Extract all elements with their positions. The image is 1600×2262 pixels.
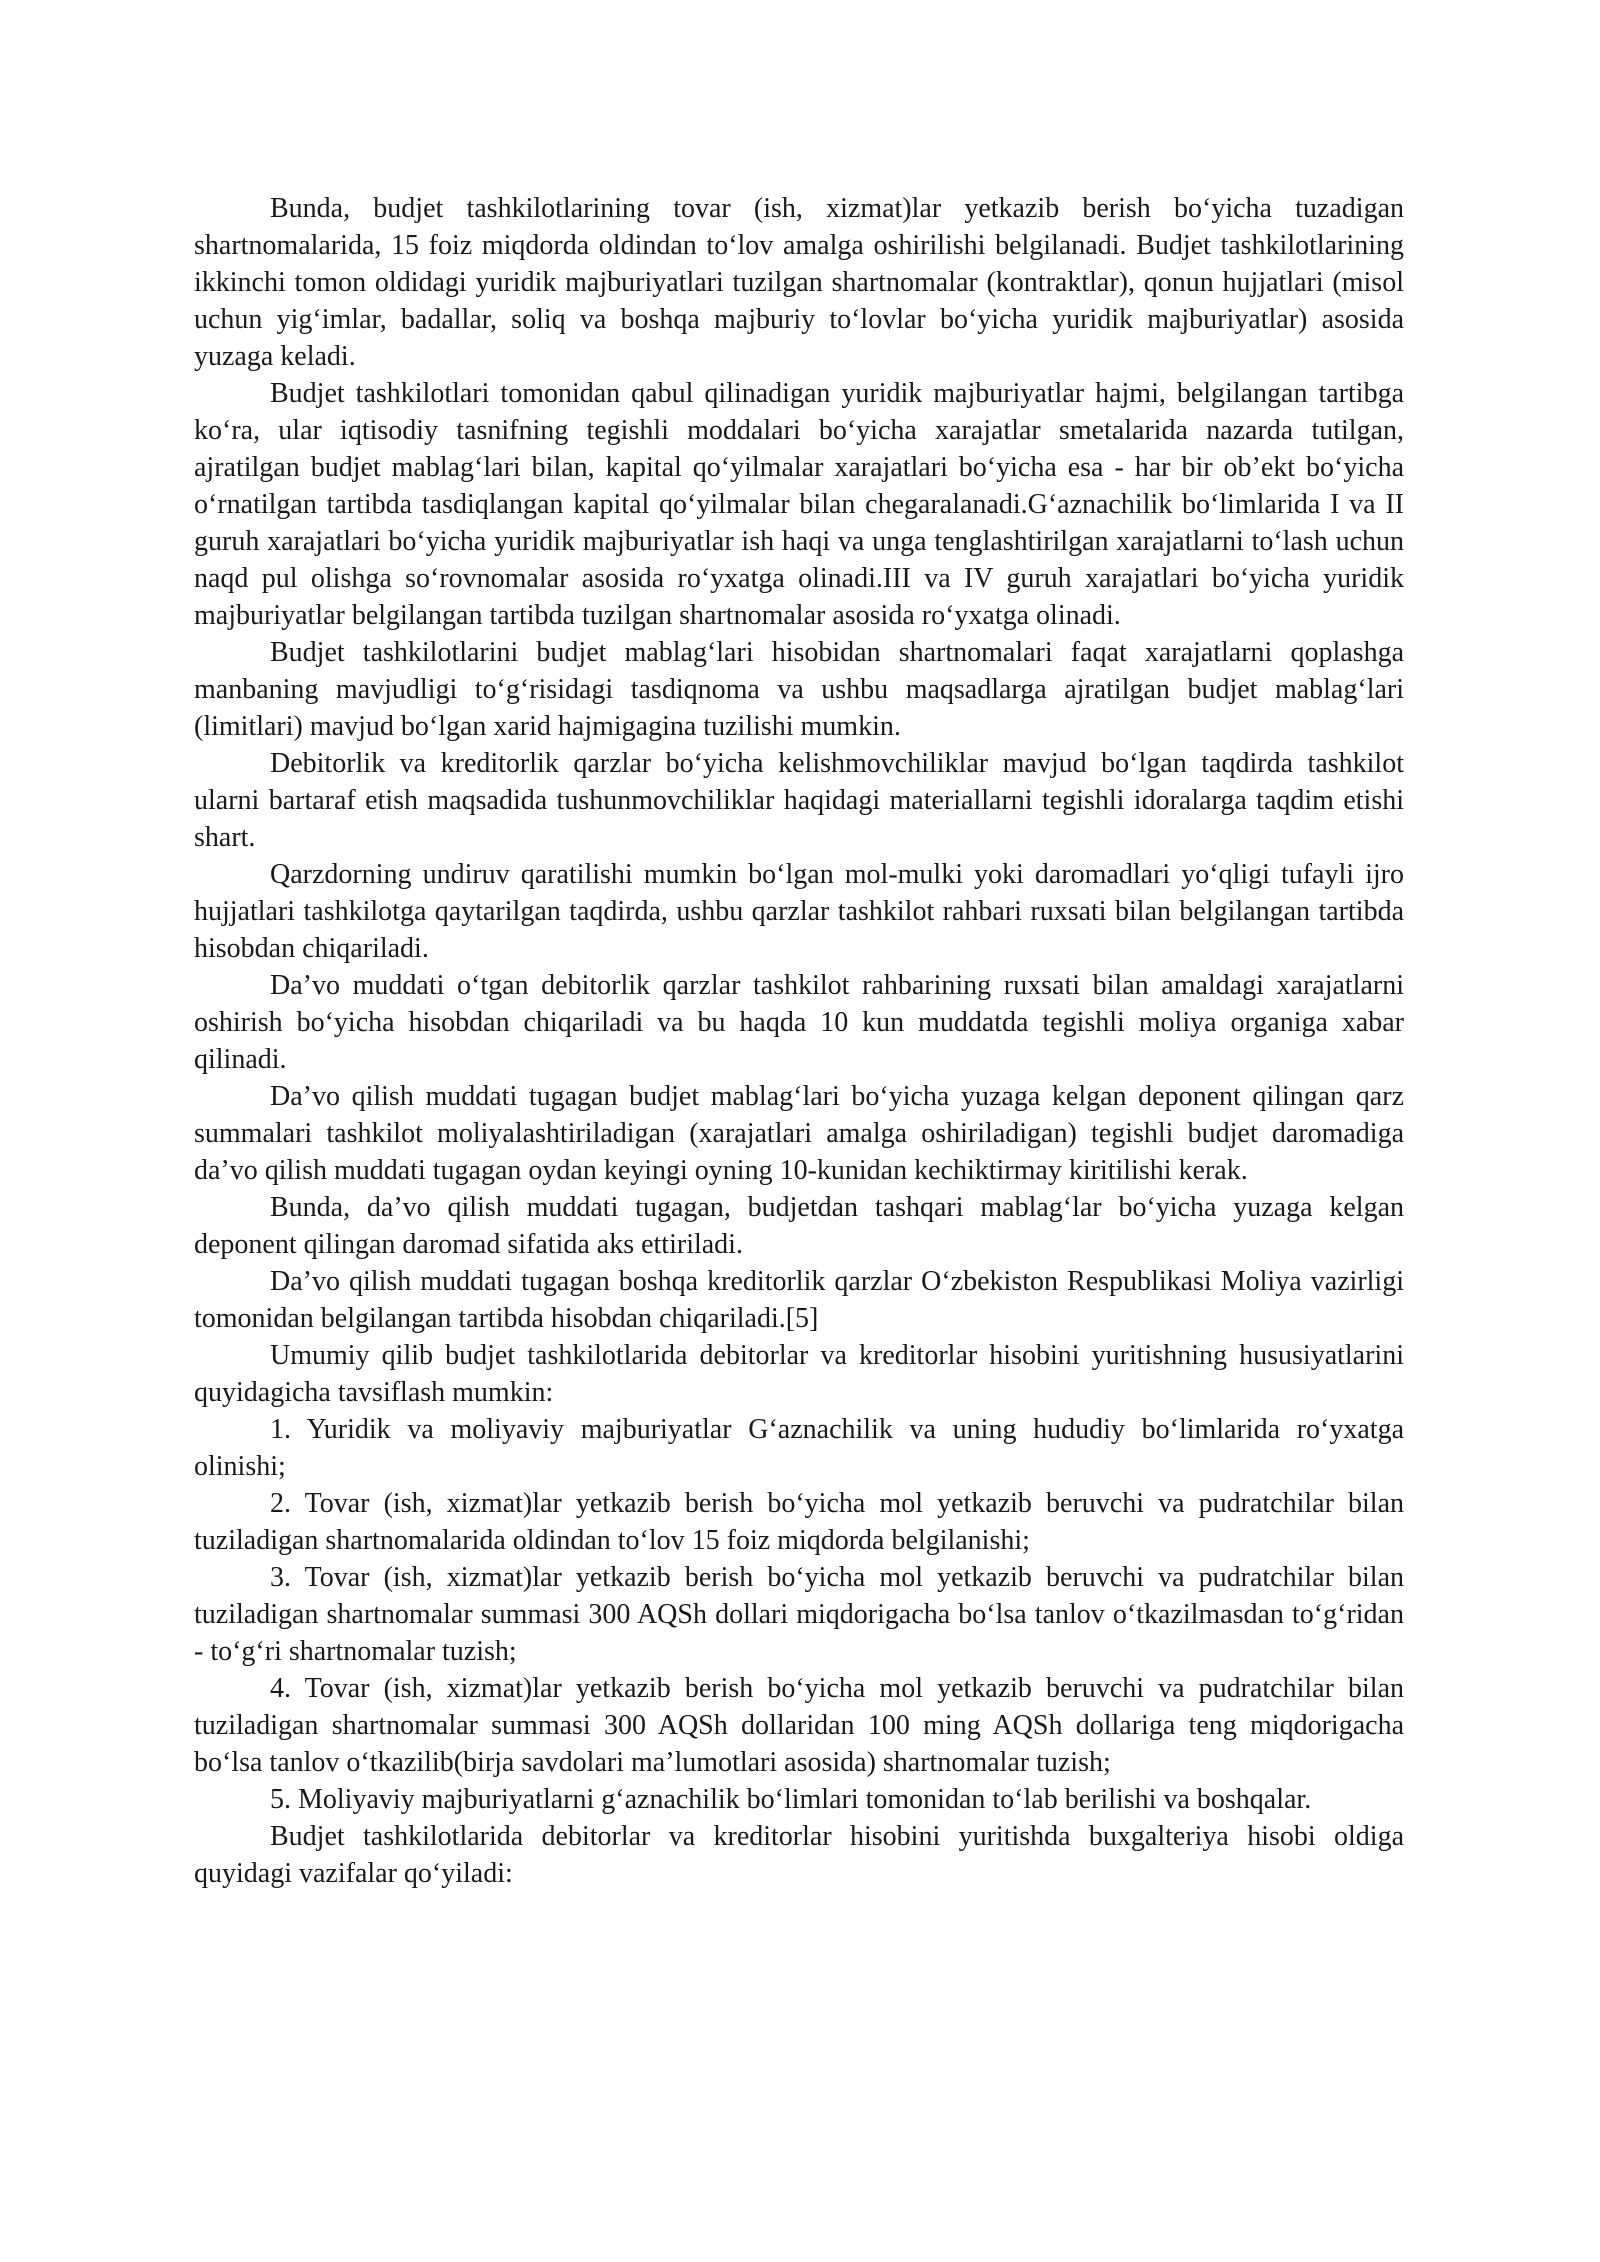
paragraph-11: Budjet tashkilotlarida debitorlar va kreditorlar hisobini yuritishda buxgalteriya hisobi oldiga quyidagi vazifalar qo‘yiladi:	[194, 1821, 1404, 1889]
paragraph-1: Bunda, budjet tashkilotlarining tovar (ish, xizmat)lar yetkazib berish bo‘yicha tuzadigan shartnomalarida, 15 foiz miqdorda oldindan to‘lov amalga oshirilishi belgilanadi. Budjet tashkilotlarining ikkinchi tomon oldidagi yuridik majburiyatlari tuzilgan shartnomalar (kontraktlar), qonun hujjatlari (misol uchun yig‘imlar, badallar, soliq va boshqa majburiy to‘lovlar bo‘yicha yuridik majburiyatlar) asosida yuzaga keladi.	[194, 193, 1404, 372]
paragraph-6: Da’vo muddati o‘tgan debitorlik qarzlar tashkilot rahbarining ruxsati bilan amaldagi xarajatlarni oshirish bo‘yicha hisobdan chiqariladi va bu haqda 10 kun muddatda tegishli moliya organiga xabar qilinadi.	[194, 970, 1404, 1075]
paragraph-4: Debitorlik va kreditorlik qarzlar bo‘yicha kelishmovchiliklar mavjud bo‘lgan taqdirda tashkilot ularni bartaraf etish maqsadida tushunmovchiliklar haqidagi materiallarni tegishli idoralarga taqdim etishi shart.	[194, 748, 1404, 853]
paragraph-10: Umumiy qilib budjet tashkilotlarida debitorlar va kreditorlar hisobini yuritishning hususiyatlarini quyidagicha tavsiflash mumkin:	[194, 1340, 1404, 1408]
document-body	[194, 190, 1404, 1892]
paragraph-2: Budjet tashkilotlari tomonidan qabul qilinadigan yuridik majburiyatlar hajmi, belgilangan tartibga ko‘ra, ular iqtisodiy tasnifning tegishli moddalari bo‘yicha xarajatlar smetalarida nazarda tutilgan, ajratilgan budjet mablag‘lari bilan, kapital qo‘yilmalar xarajatlari bo‘yicha esa - har bir ob’ekt bo‘yicha o‘rnatilgan tartibda tasdiqlangan kapital qo‘yilmalar bilan chegaralanadi.G‘aznachilik bo‘limlarida I va II guruh xarajatlari bo‘yicha yuridik majburiyatlar ish haqi va unga tenglashtirilgan xarajatlarni to‘lash uchun naqd pul olishga so‘rovnomalar asosida ro‘yxatga olinadi.III va IV guruh xarajatlari bo‘yicha yuridik majburiyatlar belgilangan tartibda tuzilgan shartnomalar asosida ro‘yxatga olinadi.	[194, 378, 1404, 631]
paragraph-7: Da’vo qilish muddati tugagan budjet mablag‘lari bo‘yicha yuzaga kelgan deponent qilingan qarz summalari tashkilot moliyalashtiriladigan (xarajatlari amalga oshiriladigan) tegishli budjet daromadiga da’vo qilish muddati tugagan oydan keyingi oyning 10-kunidan kechiktirmay kiritilishi kerak.	[194, 1081, 1404, 1186]
paragraph-9: Da’vo qilish muddati tugagan boshqa kreditorlik qarzlar O‘zbekiston Respublikasi Moliya vazirligi tomonidan belgilangan tartibda hisobdan chiqariladi.[5]	[194, 1266, 1404, 1334]
list-item-1: 1. Yuridik va moliyaviy majburiyatlar G‘aznachilik va uning hududiy bo‘limlarida ro‘yxatga olinishi;	[194, 1414, 1404, 1482]
list-item-4: 4. Tovar (ish, xizmat)lar yetkazib berish bo‘yicha mol yetkazib beruvchi va pudratchilar bilan tuziladigan shartnomalar summasi 300 AQSh dollaridan 100 ming AQSh dollariga teng miqdorigacha bo‘lsa tanlov o‘tkazilib(birja savdolari ma’lumotlari asosida) shartnomalar tuzish;	[194, 1673, 1404, 1778]
list-item-3: 3. Tovar (ish, xizmat)lar yetkazib berish bo‘yicha mol yetkazib beruvchi va pudratchilar bilan tuziladigan shartnomalar summasi 300 AQSh dollari miqdorigacha bo‘lsa tanlov o‘tkazilmasdan to‘g‘ridan - to‘g‘ri shartnomalar tuzish;	[194, 1562, 1404, 1667]
paragraph-5: Qarzdorning undiruv qaratilishi mumkin bo‘lgan mol-mulki yoki daromadlari yo‘qligi tufayli ijro hujjatlari tashkilotga qaytarilgan taqdirda, ushbu qarzlar tashkilot rahbari ruxsati bilan belgilangan tartibda hisobdan chiqariladi.	[194, 859, 1404, 964]
list-item-5: 5. Moliyaviy majburiyatlarni g‘aznachilik bo‘limlari tomonidan to‘lab berilishi va boshqalar.	[270, 1784, 1312, 1815]
paragraph-3: Budjet tashkilotlarini budjet mablag‘lari hisobidan shartnomalari faqat xarajatlarni qoplashga manbaning mavjudligi to‘g‘risidagi tasdiqnoma va ushbu maqsadlarga ajratilgan budjet mablag‘lari (limitlari) mavjud bo‘lgan xarid hajmigagina tuzilishi mumkin.	[194, 637, 1404, 742]
paragraph-8: Bunda, da’vo qilish muddati tugagan, budjetdan tashqari mablag‘lar bo‘yicha yuzaga kelgan deponent qilingan daromad sifatida aks ettiriladi.	[194, 1192, 1404, 1260]
list-item-2: 2. Tovar (ish, xizmat)lar yetkazib berish bo‘yicha mol yetkazib beruvchi va pudratchilar bilan tuziladigan shartnomalarida oldindan to‘lov 15 foiz miqdorda belgilanishi;	[194, 1488, 1404, 1556]
